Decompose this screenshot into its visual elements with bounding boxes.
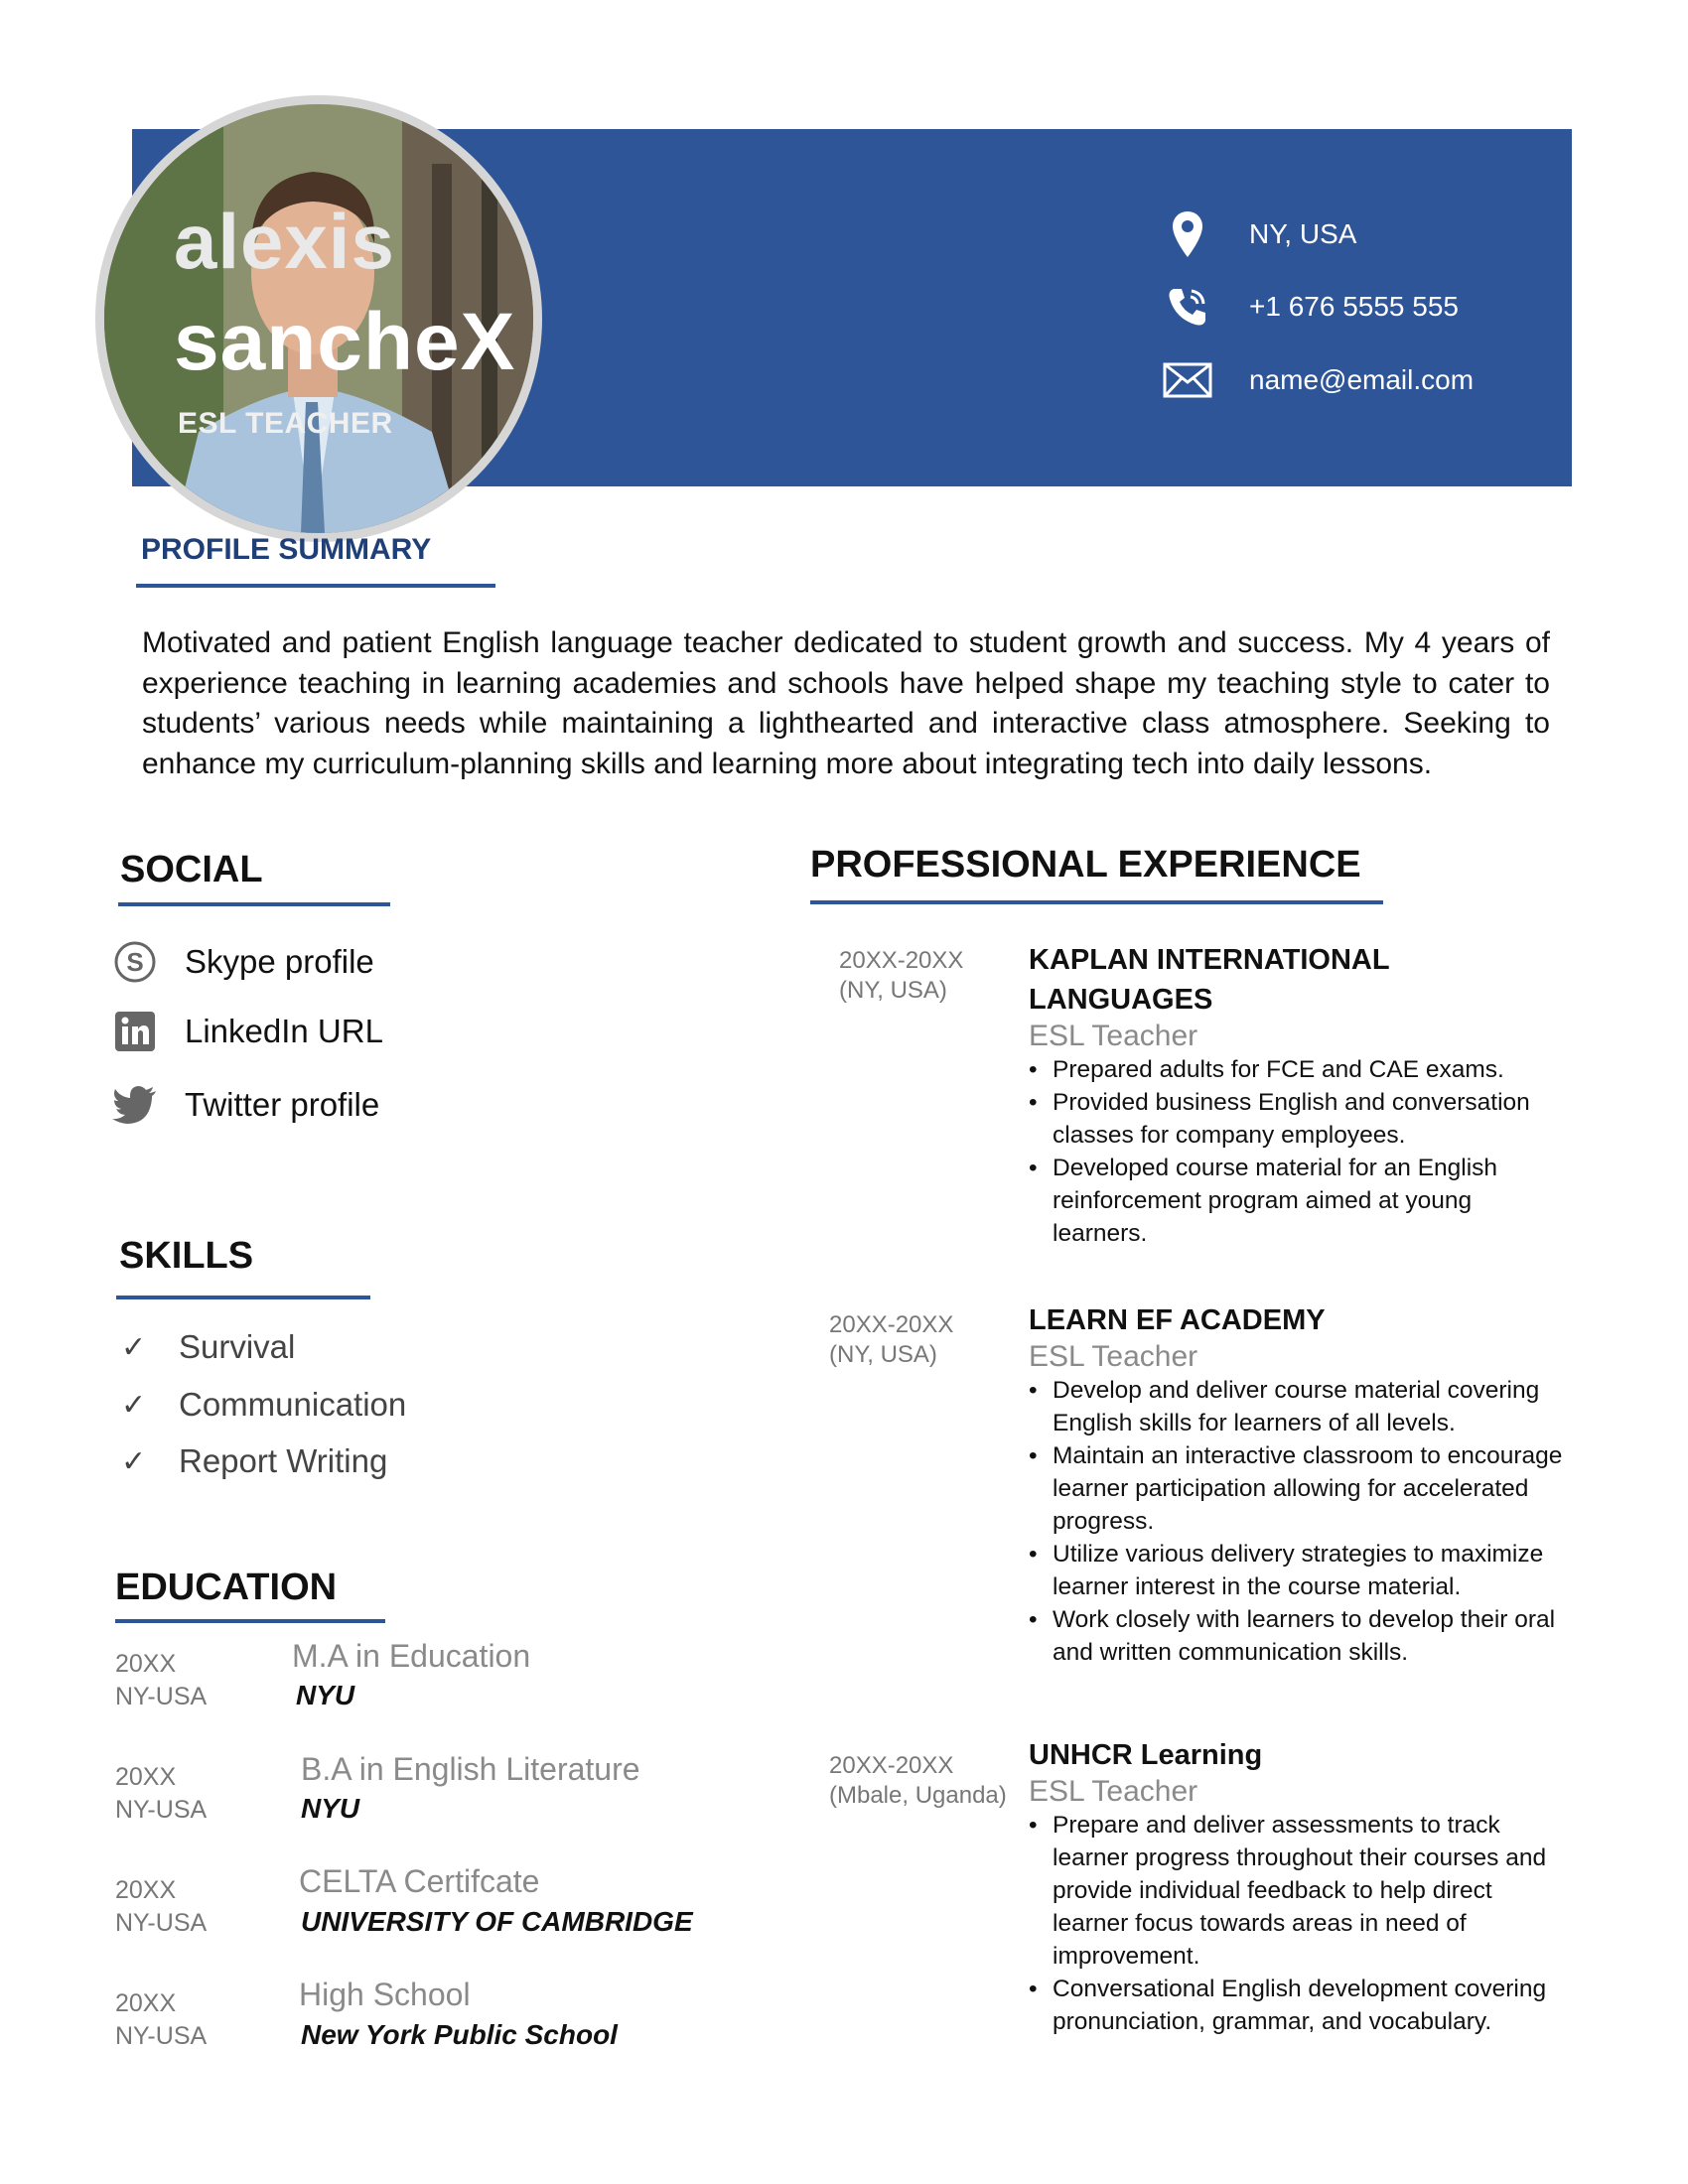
education-divider bbox=[115, 1619, 385, 1623]
education-entry bbox=[115, 1874, 207, 1940]
location-text: NY, USA bbox=[1249, 218, 1357, 249]
social-item-twitter[interactable] bbox=[109, 1079, 379, 1131]
experience-role: ESL Teacher bbox=[1029, 1775, 1198, 1808]
contact-email bbox=[1162, 354, 1474, 406]
skill-label: Survival bbox=[179, 1328, 296, 1365]
experience-bullets bbox=[1029, 1053, 1545, 1250]
skill-item bbox=[121, 1442, 387, 1480]
skills-divider bbox=[116, 1296, 370, 1299]
linkedin-icon bbox=[109, 1006, 161, 1057]
social-item-label: LinkedIn URL bbox=[185, 1013, 383, 1049]
skill-item bbox=[121, 1328, 295, 1366]
experience-bullet: • Develop and deliver course material covering English skills for learners of all levels. bbox=[1029, 1374, 1565, 1439]
education-year: 20XX bbox=[115, 1763, 177, 1791]
last-name: sancheX bbox=[174, 297, 516, 387]
education-heading: EDUCATION bbox=[115, 1567, 338, 1608]
experience-company: UNHCR Learning bbox=[1029, 1739, 1263, 1771]
education-place: NY-USA bbox=[115, 1796, 208, 1824]
education-degree: B.A in English Literature bbox=[301, 1751, 640, 1787]
education-entry bbox=[115, 1987, 207, 2053]
experience-entry bbox=[1029, 1735, 1565, 2038]
skills-heading: SKILLS bbox=[119, 1235, 254, 1277]
experience-divider bbox=[810, 900, 1383, 904]
social-heading: SOCIAL bbox=[120, 849, 263, 890]
experience-bullet: • Conversational English development covering pronunciation, grammar, and vocabulary. bbox=[1029, 1973, 1565, 2038]
social-item-label: Twitter profile bbox=[185, 1086, 380, 1123]
experience-entry bbox=[1029, 940, 1545, 1250]
education-place: NY-USA bbox=[115, 2022, 208, 2050]
phone-icon bbox=[1162, 281, 1213, 333]
social-item-label: Skype profile bbox=[185, 943, 374, 980]
svg-text:S: S bbox=[126, 947, 144, 977]
checkmark-icon: ✓ bbox=[121, 1444, 147, 1478]
contact-location bbox=[1162, 208, 1356, 260]
experience-role: ESL Teacher bbox=[1029, 1340, 1198, 1373]
education-year: 20XX bbox=[115, 1650, 177, 1678]
email-text[interactable]: name@email.com bbox=[1249, 364, 1475, 395]
experience-location: (NY, USA) bbox=[829, 1341, 937, 1368]
experience-company: KAPLAN INTERNATIONAL LANGUAGES bbox=[1029, 944, 1390, 1016]
education-school: NYU bbox=[296, 1680, 355, 1710]
education-entry bbox=[115, 1648, 207, 1713]
experience-dates: 20XX-20XX bbox=[839, 947, 964, 974]
education-place: NY-USA bbox=[115, 1909, 208, 1937]
contact-phone bbox=[1162, 281, 1459, 333]
experience-entry bbox=[1029, 1300, 1565, 1669]
education-school: NYU bbox=[301, 1793, 360, 1824]
twitter-icon bbox=[109, 1079, 161, 1131]
education-year: 20XX bbox=[115, 1989, 177, 2017]
education-year: 20XX bbox=[115, 1876, 177, 1904]
social-item-linkedin[interactable] bbox=[109, 1006, 383, 1057]
profile-summary-text: Motivated and patient English language teacher dedicated to student growth and success. My 4 years of experience teaching in learning academies and schools have helped shape my teaching style to cater to students’ various needs while maintaining a lighthearted and interactive class atmosphere. Seeking to enhance my curriculum-planning skills and learning more about integrating tech into daily lessons. bbox=[142, 626, 1550, 780]
education-school: New York Public School bbox=[301, 2019, 618, 2050]
education-degree: High School bbox=[299, 1977, 471, 2012]
social-item-skype[interactable] bbox=[109, 936, 374, 988]
experience-bullet: • Prepare and deliver assessments to track learner progress throughout their courses and provide individual feedback to help direct learner focus towards areas in need of improvement. bbox=[1029, 1809, 1565, 1973]
checkmark-icon: ✓ bbox=[121, 1330, 147, 1364]
experience-meta bbox=[829, 1751, 1007, 1811]
experience-location: (NY, USA) bbox=[839, 977, 947, 1004]
skill-label: Report Writing bbox=[179, 1442, 388, 1479]
skill-label: Communication bbox=[179, 1386, 407, 1423]
experience-bullet: • Provided business English and conversation classes for company employees. bbox=[1029, 1086, 1545, 1152]
education-degree: CELTA Certifcate bbox=[299, 1863, 540, 1899]
experience-role: ESL Teacher bbox=[1029, 1020, 1198, 1052]
experience-heading: PROFESSIONAL EXPERIENCE bbox=[810, 844, 1361, 886]
experience-meta bbox=[829, 1310, 953, 1370]
skype-icon bbox=[109, 936, 161, 988]
profile-summary-heading: PROFILE SUMMARY bbox=[141, 533, 432, 566]
experience-bullet: • Utilize various delivery strategies to maximize learner interest in the course material. bbox=[1029, 1538, 1565, 1603]
experience-bullet: • Work closely with learners to develop their oral and written communication skills. bbox=[1029, 1603, 1565, 1669]
experience-bullets bbox=[1029, 1374, 1565, 1669]
education-school: UNIVERSITY OF CAMBRIDGE bbox=[301, 1906, 693, 1937]
profile-summary-divider bbox=[136, 584, 495, 588]
experience-dates: 20XX-20XX bbox=[829, 1752, 954, 1779]
experience-bullet: • Maintain an interactive classroom to encourage learner participation allowing for accelerated progress. bbox=[1029, 1439, 1565, 1538]
experience-bullets bbox=[1029, 1809, 1565, 2038]
education-degree: M.A in Education bbox=[292, 1638, 531, 1674]
envelope-icon bbox=[1162, 354, 1213, 406]
experience-company: LEARN EF ACADEMY bbox=[1029, 1304, 1326, 1336]
experience-bullet: • Developed course material for an English reinforcement program aimed at young learners. bbox=[1029, 1152, 1545, 1250]
job-title: ESL TEACHER bbox=[178, 407, 393, 440]
skill-item bbox=[121, 1386, 406, 1424]
education-place: NY-USA bbox=[115, 1683, 208, 1710]
experience-dates: 20XX-20XX bbox=[829, 1311, 954, 1338]
first-name: alexis bbox=[174, 198, 395, 285]
experience-meta bbox=[839, 946, 963, 1006]
experience-location: (Mbale, Uganda) bbox=[829, 1782, 1007, 1809]
experience-bullet: • Prepared adults for FCE and CAE exams. bbox=[1029, 1053, 1545, 1086]
phone-text: +1 676 5555 555 bbox=[1249, 291, 1459, 322]
checkmark-icon: ✓ bbox=[121, 1388, 147, 1422]
social-divider bbox=[118, 902, 390, 906]
education-entry bbox=[115, 1761, 207, 1827]
location-pin-icon bbox=[1162, 208, 1213, 260]
